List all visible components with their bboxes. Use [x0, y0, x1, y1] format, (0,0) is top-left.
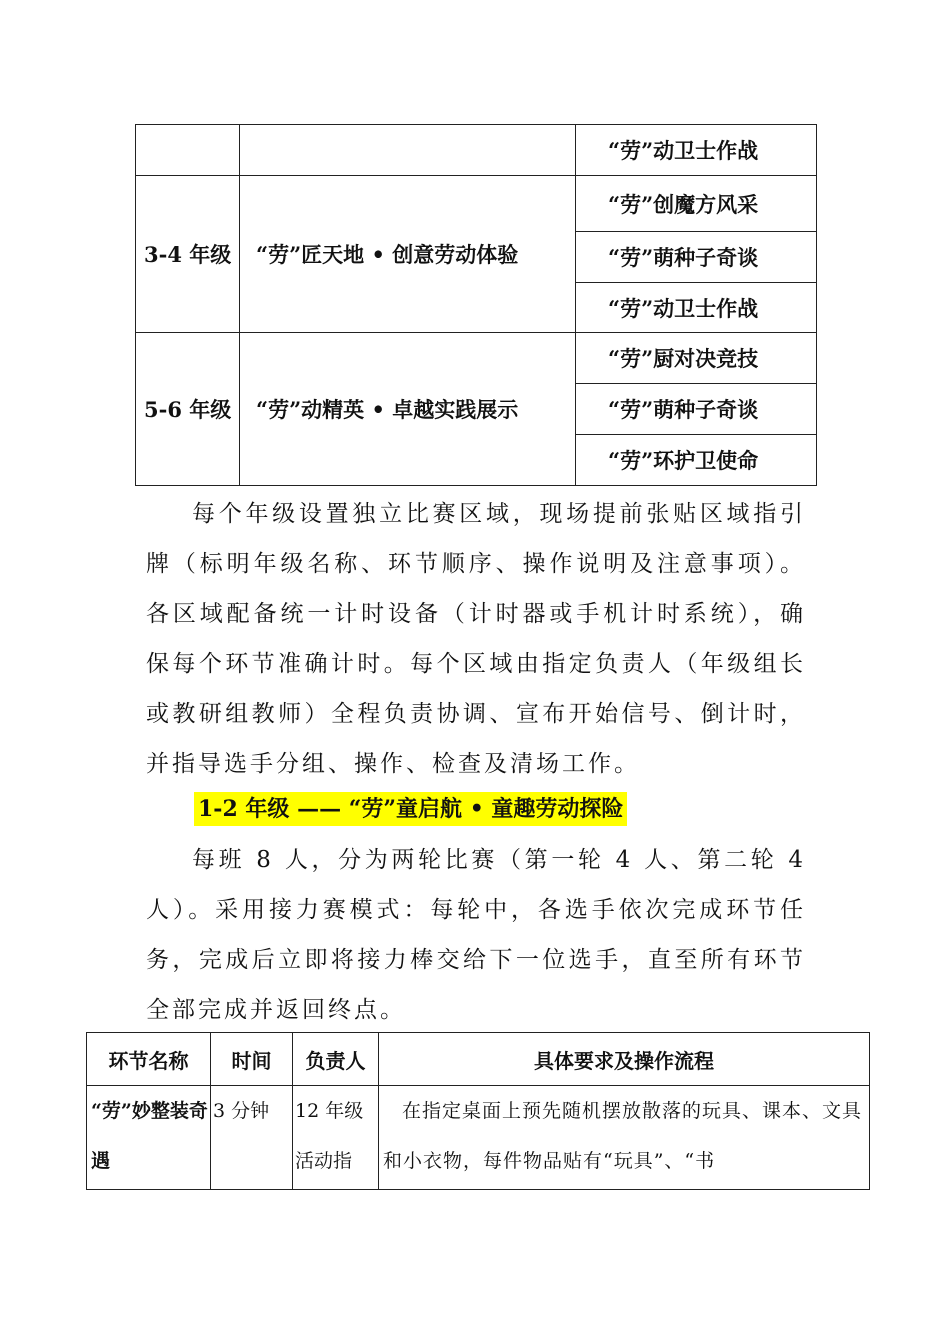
activity-item-cell: “劳”创魔方风采	[576, 176, 817, 232]
theme-cell: “劳”动精英 • 卓越实践展示	[240, 333, 576, 486]
section-heading: 1-2 年级 —— “劳”童启航 • 童趣劳动探险	[194, 792, 627, 826]
activity-item-cell: “劳”动卫士作战	[576, 283, 817, 333]
activity-item-cell: “劳”萌种子奇谈	[576, 384, 817, 435]
stage-name-cell: “劳”妙整装奇遇	[87, 1086, 211, 1190]
grade-cell	[136, 125, 240, 176]
table-row	[136, 176, 817, 232]
grade-cell: 5-6 年级	[136, 333, 240, 486]
task-detail-table	[86, 1032, 870, 1190]
theme-cell	[240, 125, 576, 176]
activity-item-cell: “劳”厨对决竞技	[576, 333, 817, 384]
header-stage-name: 环节名称	[87, 1033, 211, 1086]
table-row	[136, 333, 817, 384]
time-cell: 3 分钟	[211, 1086, 293, 1190]
activity-item-cell: “劳”动卫士作战	[576, 125, 817, 176]
rules-paragraph: 每班 8 人，分为两轮比赛（第一轮 4 人、第二轮 4 人）。采用接力赛模式：每轮中，各选手依次完成环节任务，完成后立即将接力棒交给下一位选手，直至所有环节全部完成并返回终点。	[146, 847, 806, 1023]
activity-item-cell: “劳”环护卫使命	[576, 435, 817, 486]
grade-cell: 3-4 年级	[136, 176, 240, 333]
table-row	[136, 125, 817, 176]
requirements-cell: 在指定桌面上预先随机摆放散落的玩具、课本、文具和小衣物，每件物品贴有“玩具”、“书	[379, 1086, 870, 1190]
header-owner: 负责人	[293, 1033, 379, 1086]
table-row	[87, 1086, 870, 1190]
grade-activity-table	[135, 124, 817, 486]
theme-cell: “劳”匠天地 • 创意劳动体验	[240, 176, 576, 333]
table-header-row	[87, 1033, 870, 1086]
activity-item-cell: “劳”萌种子奇谈	[576, 232, 817, 283]
header-time: 时间	[211, 1033, 293, 1086]
header-requirements: 具体要求及操作流程	[379, 1033, 870, 1086]
owner-cell: 12 年级活动指	[293, 1086, 379, 1190]
area-setup-paragraph: 每个年级设置独立比赛区域，现场提前张贴区域指引牌（标明年级名称、环节顺序、操作说明及注意事项）。各区域配备统一计时设备（计时器或手机计时系统），确保每个环节准确计时。每个区域由指定负责人（年级组长或教研组教师）全程负责协调、宣布开始信号、倒计时，并指导选手分组、操作、检查及清场工作。	[146, 501, 806, 777]
